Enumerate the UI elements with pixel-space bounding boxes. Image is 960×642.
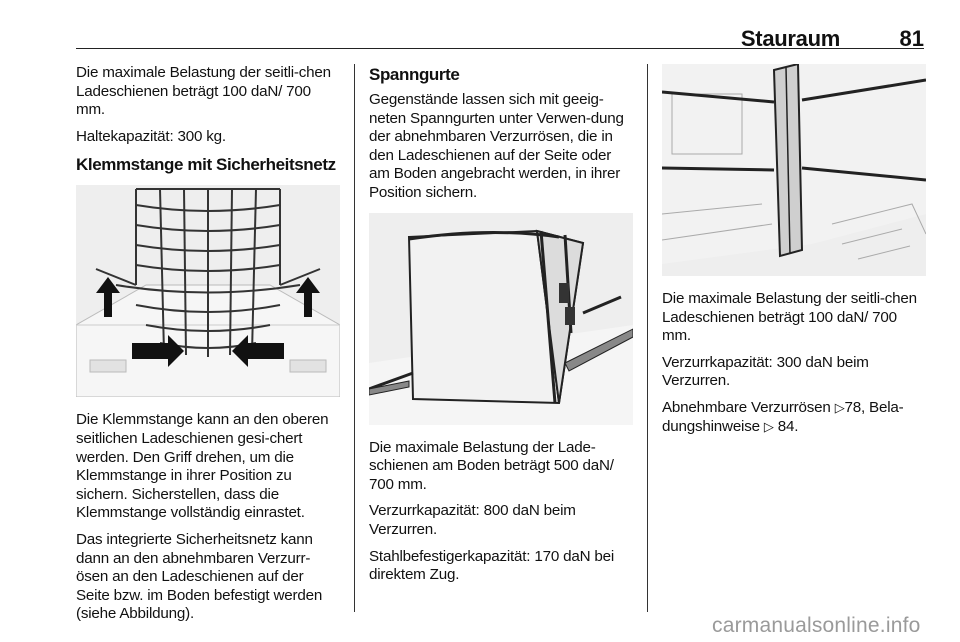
- column-2: [369, 64, 633, 593]
- paragraph: Haltekapazität: 300 kg.: [76, 127, 226, 145]
- page-reference-link[interactable]: 78: [844, 398, 862, 416]
- triangle-right-icon: ▷: [834, 399, 845, 415]
- page-reference-link[interactable]: 84: [777, 417, 795, 435]
- paragraph: Die maximale Belastung der Lade-schienen am Boden beträgt 500 daN/ 700 mm.: [369, 438, 614, 493]
- column-divider: [647, 64, 648, 612]
- paragraph-text: .: [794, 417, 799, 435]
- paragraph: Gegenstände lassen sich mit geeig-neten Spanngurten unter Verwen-dung der abnehmbaren Verzurrösen, die in den Ladeschienen auf der Seite oder am Boden angebracht werden, in ihrer Position sichern.: [369, 91, 624, 201]
- paragraph-text: Abnehmbare Verzurrösen: [662, 398, 831, 416]
- paragraph-text: , Bela-dungshinweise: [662, 398, 904, 435]
- section-heading: Klemmstange mit Sicherheitsnetz: [76, 155, 336, 175]
- page-number: 81: [899, 26, 924, 51]
- strap-box-figure: [369, 213, 633, 425]
- rail-strap-illustration: [662, 64, 926, 276]
- paragraph: Verzurrkapazität: 300 daN beim Verzurren.: [662, 353, 869, 390]
- paragraph: Die Klemmstange kann an den oberen seitlichen Ladeschienen gesi-chert werden. Den Griff drehen, um die Klemmstange in ihrer Position zu sichern. Sicherstellen, dass die Klemmstange vollständig einrastet.: [76, 411, 329, 522]
- strap-illustration: [369, 213, 633, 425]
- section-heading: Spanngurte: [369, 65, 460, 84]
- net-illustration: [76, 185, 340, 397]
- safety-net-figure: [76, 185, 340, 397]
- triangle-right-icon: ▷: [763, 418, 774, 434]
- paragraph: Verzurrkapazität: 800 daN beim Verzurren.: [369, 502, 576, 538]
- paragraph: Das integrierte Sicherheitsnetz kann dann an den abnehmbaren Verzurr-ösen an den Ladeschienen auf der Seite bzw. im Boden befestigt werden (siehe Abbildung).: [76, 530, 323, 623]
- paragraph: Die maximale Belastung der seitli-chen Ladeschienen beträgt 100 daN/ 700 mm.: [662, 290, 917, 345]
- watermark: carmanualsonline.info: [712, 614, 921, 637]
- page-header: [76, 0, 924, 49]
- column-1: [76, 64, 340, 632]
- side-rail-figure: [662, 64, 926, 276]
- column-divider: [354, 64, 355, 612]
- paragraph: Stahlbefestigerkapazität: 170 daN bei direktem Zug.: [369, 547, 615, 584]
- paragraph: Die maximale Belastung der seitli-chen Ladeschienen beträgt 100 daN/ 700 mm.: [76, 64, 331, 119]
- page-title: Stauraum: [740, 26, 840, 51]
- column-3: [662, 64, 926, 444]
- paragraph-with-references: [662, 399, 926, 436]
